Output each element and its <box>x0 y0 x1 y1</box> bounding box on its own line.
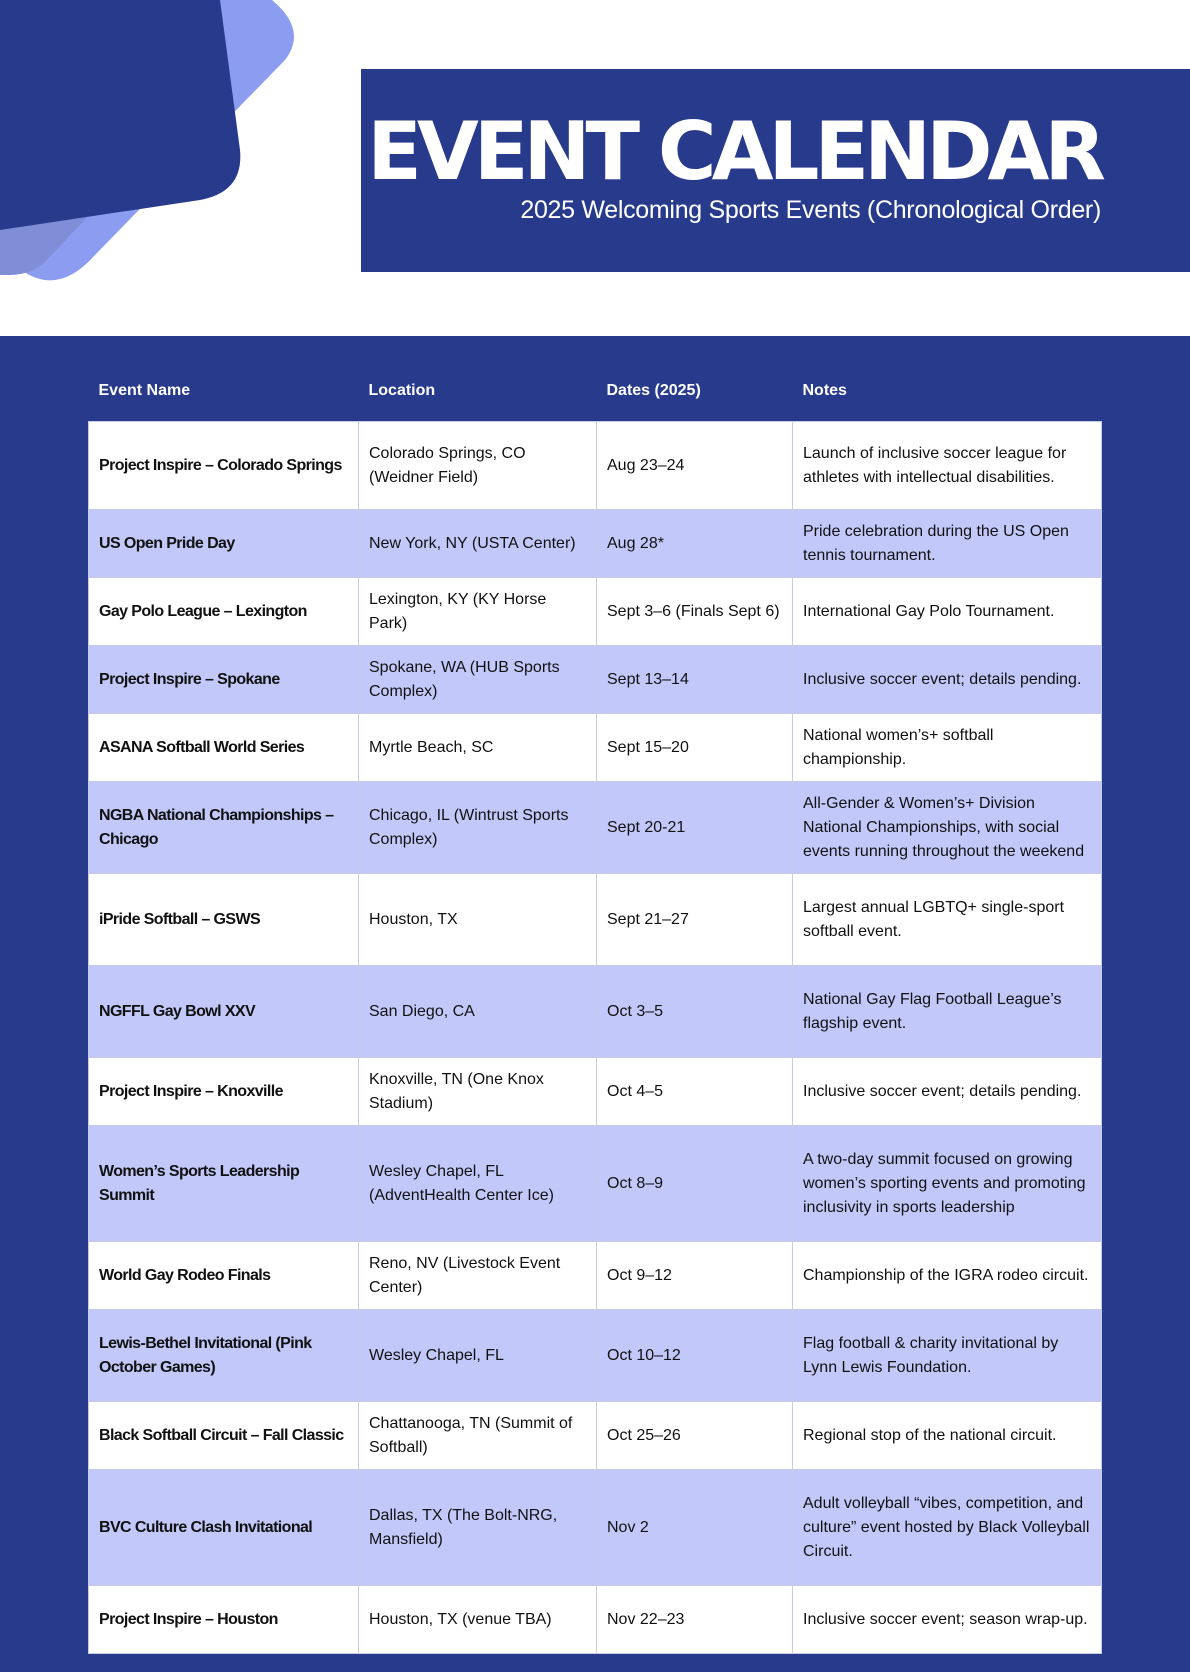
location-cell: Myrtle Beach, SC <box>359 714 597 782</box>
events-table <box>88 361 1102 1654</box>
table-row <box>89 1126 1102 1242</box>
location-cell: Colorado Springs, CO (Weidner Field) <box>359 422 597 510</box>
event-name-cell: Project Inspire – Colorado Springs <box>89 422 359 510</box>
column-header-dates: Dates (2025) <box>606 382 701 399</box>
event-name-cell: NGFFL Gay Bowl XXV <box>89 966 359 1058</box>
notes-cell: Adult volleyball “vibes, competition, and culture” event hosted by Black Volleyball Circuit. <box>793 1470 1102 1586</box>
event-name-cell: Women’s Sports Leadership Summit <box>89 1126 359 1242</box>
table-row <box>89 782 1102 874</box>
event-name-cell: Black Softball Circuit – Fall Classic <box>89 1402 359 1470</box>
location-cell: Wesley Chapel, FL <box>359 1310 597 1402</box>
location-cell: Chattanooga, TN (Summit of Softball) <box>359 1402 597 1470</box>
table-row <box>89 1470 1102 1586</box>
event-name-cell: World Gay Rodeo Finals <box>89 1242 359 1310</box>
event-name-cell: NGBA National Championships – Chicago <box>89 782 359 874</box>
table-row <box>89 1310 1102 1402</box>
location-cell: Dallas, TX (The Bolt-NRG, Mansfield) <box>359 1470 597 1586</box>
notes-cell: Launch of inclusive soccer league for athletes with intellectual disabilities. <box>793 422 1102 510</box>
dates-cell: Sept 3–6 (Finals Sept 6) <box>597 578 793 646</box>
table-row <box>89 646 1102 714</box>
column-header-notes: Notes <box>802 382 847 399</box>
event-name-cell: Lewis-Bethel Invitational (Pink October Games) <box>89 1310 359 1402</box>
location-cell: Spokane, WA (HUB Sports Complex) <box>359 646 597 714</box>
table-row <box>89 714 1102 782</box>
location-cell: Chicago, IL (Wintrust Sports Complex) <box>359 782 597 874</box>
dates-cell: Sept 13–14 <box>597 646 793 714</box>
location-cell: New York, NY (USTA Center) <box>359 510 597 578</box>
event-name-cell: Project Inspire – Knoxville <box>89 1058 359 1126</box>
notes-cell: Largest annual LGBTQ+ single-sport softball event. <box>793 874 1102 966</box>
dates-cell: Aug 28* <box>597 510 793 578</box>
column-header-event-name: Event Name <box>98 382 191 399</box>
dates-cell: Oct 9–12 <box>597 1242 793 1310</box>
table-row <box>89 510 1102 578</box>
dates-cell: Aug 23–24 <box>597 422 793 510</box>
notes-cell: Regional stop of the national circuit. <box>793 1402 1102 1470</box>
page-title: EVENT CALENDAR <box>367 105 1101 198</box>
dates-cell: Nov 22–23 <box>597 1586 793 1654</box>
location-cell: Reno, NV (Livestock Event Center) <box>359 1242 597 1310</box>
table-panel <box>0 336 1190 1672</box>
event-name-cell: BVC Culture Clash Invitational <box>89 1470 359 1586</box>
column-header-location: Location <box>368 382 436 399</box>
table-row <box>89 1242 1102 1310</box>
event-name-cell: iPride Softball – GSWS <box>89 874 359 966</box>
dates-cell: Nov 2 <box>597 1470 793 1586</box>
notes-cell: National Gay Flag Football League’s flagship event. <box>793 966 1102 1058</box>
dates-cell: Oct 3–5 <box>597 966 793 1058</box>
location-cell: Houston, TX <box>359 874 597 966</box>
location-cell: Houston, TX (venue TBA) <box>359 1586 597 1654</box>
dates-cell: Oct 4–5 <box>597 1058 793 1126</box>
location-cell: Wesley Chapel, FL (AdventHealth Center Ice) <box>359 1126 597 1242</box>
table-row <box>89 578 1102 646</box>
table-row <box>89 874 1102 966</box>
notes-cell: International Gay Polo Tournament. <box>793 578 1102 646</box>
location-cell: San Diego, CA <box>359 966 597 1058</box>
table-row <box>89 1058 1102 1126</box>
navy-rounded-square <box>0 0 240 230</box>
dates-cell: Sept 15–20 <box>597 714 793 782</box>
notes-cell: Inclusive soccer event; season wrap-up. <box>793 1586 1102 1654</box>
decorative-shapes <box>0 0 320 300</box>
dates-cell: Sept 20-21 <box>597 782 793 874</box>
notes-cell: Inclusive soccer event; details pending. <box>793 1058 1102 1126</box>
table-row <box>89 1586 1102 1654</box>
location-cell: Knoxville, TN (One Knox Stadium) <box>359 1058 597 1126</box>
dates-cell: Oct 25–26 <box>597 1402 793 1470</box>
table-row <box>89 1402 1102 1470</box>
dates-cell: Oct 10–12 <box>597 1310 793 1402</box>
event-name-cell: Project Inspire – Houston <box>89 1586 359 1654</box>
notes-cell: All-Gender & Women’s+ Division National Championships, with social events running throughout the weekend <box>793 782 1102 874</box>
notes-cell: Championship of the IGRA rodeo circuit. <box>793 1242 1102 1310</box>
event-name-cell: ASANA Softball World Series <box>89 714 359 782</box>
notes-cell: Pride celebration during the US Open tennis tournament. <box>793 510 1102 578</box>
table-header-row <box>89 361 1102 422</box>
table-row <box>89 966 1102 1058</box>
notes-cell: National women’s+ softball championship. <box>793 714 1102 782</box>
table-row <box>89 422 1102 510</box>
event-name-cell: Gay Polo League – Lexington <box>89 578 359 646</box>
dates-cell: Sept 21–27 <box>597 874 793 966</box>
notes-cell: A two-day summit focused on growing women’s sporting events and promoting inclusivity in sports leadership <box>793 1126 1102 1242</box>
event-name-cell: Project Inspire – Spokane <box>89 646 359 714</box>
notes-cell: Inclusive soccer event; details pending. <box>793 646 1102 714</box>
location-cell: Lexington, KY (KY Horse Park) <box>359 578 597 646</box>
dates-cell: Oct 8–9 <box>597 1126 793 1242</box>
event-name-cell: US Open Pride Day <box>89 510 359 578</box>
page-subtitle: 2025 Welcoming Sports Events (Chronological Order) <box>520 196 1101 224</box>
notes-cell: Flag football & charity invitational by Lynn Lewis Foundation. <box>793 1310 1102 1402</box>
